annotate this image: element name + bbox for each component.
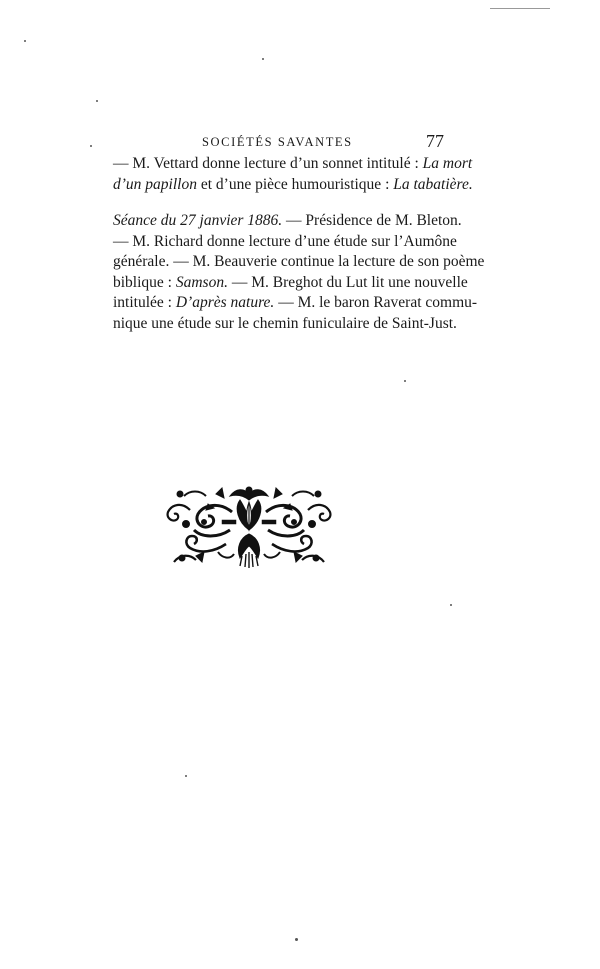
text-line	[113, 293, 478, 314]
text-run: biblique :	[113, 273, 176, 291]
page-edge-rule	[490, 8, 550, 9]
italic-text: D’après nature.	[175, 294, 275, 311]
text-run: — M. Breghot du Lut lit une nouvelle	[227, 273, 468, 291]
text-line	[113, 154, 473, 175]
text-run: — Présidence de M. Bleton.	[282, 212, 462, 229]
italic-text: La mort	[422, 155, 473, 172]
paper-speck	[262, 58, 264, 60]
text-run: — M. le baron Raverat commu-	[274, 294, 478, 311]
italic-text: d’un papillon	[113, 175, 197, 193]
text-run: et d’une pièce humouristique :	[196, 175, 394, 193]
paper-speck	[96, 100, 98, 102]
paragraph	[113, 211, 485, 334]
paper-speck	[295, 938, 298, 941]
paper-speck	[90, 145, 92, 147]
italic-text: Séance du 27 janvier 1886.	[113, 212, 283, 229]
text-run: nique une étude sur le chemin funiculaire de Saint-Just.	[113, 314, 457, 332]
text-line	[113, 232, 457, 253]
italic-text: Samson.	[175, 273, 228, 291]
text-line	[113, 273, 468, 294]
text-line	[113, 211, 462, 232]
paper-speck	[24, 40, 26, 42]
text-line	[113, 252, 485, 273]
text-run: — M. Richard donne lecture d’une étude sur l’Aumône	[113, 232, 457, 250]
running-title: SOCIÉTÉS SAVANTES	[202, 135, 353, 149]
text-run: générale. — M. Beauverie continue la lecture de son poème	[113, 253, 485, 270]
text-line	[113, 314, 457, 335]
paper-speck	[404, 380, 406, 382]
floral-vignette-icon	[160, 482, 338, 572]
paragraph	[113, 154, 473, 195]
text-run: intitulée :	[113, 294, 176, 311]
text-run: — M. Vettard donne lecture d’un sonnet intitulé :	[113, 155, 423, 172]
running-head	[160, 131, 444, 153]
paper-speck	[450, 604, 452, 606]
italic-text: La tabatière.	[393, 175, 473, 193]
text-line	[113, 175, 473, 196]
body-text	[113, 154, 485, 334]
paper-speck	[185, 775, 187, 777]
page-number: 77	[426, 131, 444, 151]
